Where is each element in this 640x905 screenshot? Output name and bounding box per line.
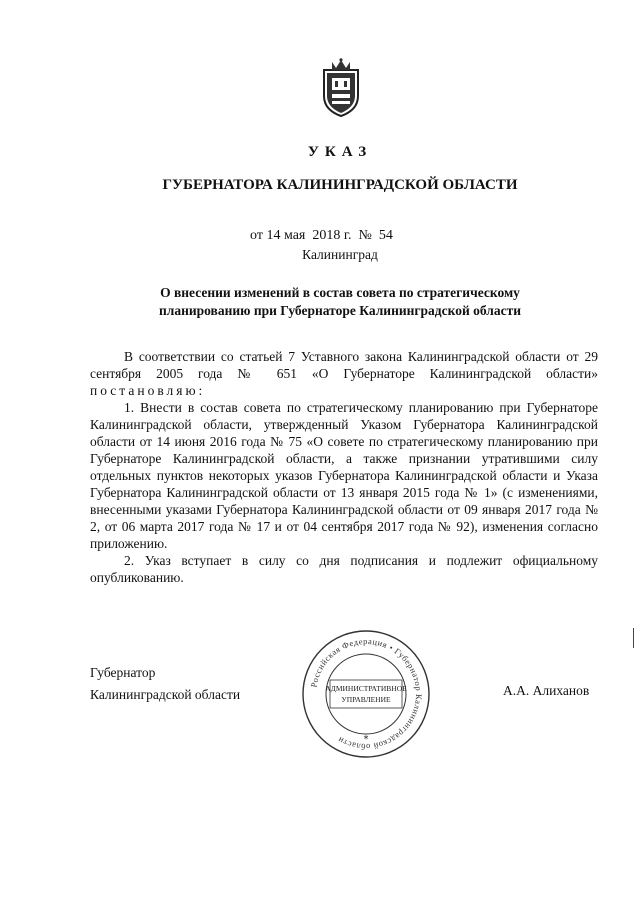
- preamble-text: В соответствии со статьей 7 Уставного закона Калининградской области от 29 сентября 2005 года № 651 «О Губернаторе Калининградской области»: [90, 349, 598, 381]
- decree-subject: [90, 284, 590, 320]
- document-number: 54: [378, 228, 393, 243]
- number-sign: №: [358, 228, 372, 243]
- signatory-position: [90, 662, 240, 706]
- stamp-center-line-1: АДМИНИСТРАТИВНОЕ: [325, 684, 407, 693]
- subject-line-1: О внесении изменений в состав совета по стратегическому: [160, 285, 520, 300]
- coat-of-arms-emblem: [318, 58, 364, 118]
- decree-body: [90, 348, 598, 586]
- date-prefix: от: [250, 228, 263, 243]
- preamble-spaced-word: постановляю:: [90, 383, 206, 398]
- stamp-center-line-2: УПРАВЛЕНИЕ: [341, 695, 391, 704]
- subject-line-2: планированию при Губернаторе Калининградской области: [158, 303, 522, 318]
- stamp-star: *: [363, 734, 369, 745]
- date-day: 14: [266, 228, 281, 243]
- city: Калининград: [302, 247, 378, 262]
- clause-2: 2. Указ вступает в силу со дня подписания и подлежит официальному опубликованию.: [90, 553, 598, 585]
- position-line-1: Губернатор: [90, 665, 156, 680]
- preamble-paragraph: [90, 348, 598, 399]
- official-stamp: [300, 628, 432, 760]
- position-line-2: Калининградской области: [90, 687, 241, 702]
- document-type-title: УКАЗ: [307, 144, 373, 160]
- date-number-line: [250, 228, 393, 244]
- stamp-ring-text: Российская Федерация • Губернатор Калининградской области: [308, 635, 425, 753]
- signatory-name: А.А. Алиханов: [503, 683, 590, 698]
- clause-1: 1. Внести в состав совета по стратегическому планированию при Губернаторе Калининградской области, утвержденный Указом Губернатора Калининградской области от 14 июня 2016 года № 75 «О совете по стратегическому планированию при Губернаторе Калининградской области, а также признании утратившими силу отдельных пунктов некоторых указов Губернатора Калининградской области и Указа Губернатора Калининградской области от 13 января 2015 года № 1» (с изменениями, внесенными указами Губернатора Калининградской области от 09 января 2017 года № 2, от 06 марта 2017 года № 17 и от 04 сентября 2017 года № 92), изменения согласно приложению.: [90, 400, 598, 551]
- edge-mark: [633, 628, 639, 648]
- issuer-title: ГУБЕРНАТОРА КАЛИНИНГРАДСКОЙ ОБЛАСТИ: [162, 177, 518, 193]
- date-month: мая: [283, 228, 306, 243]
- date-year: 2018 г.: [312, 228, 352, 243]
